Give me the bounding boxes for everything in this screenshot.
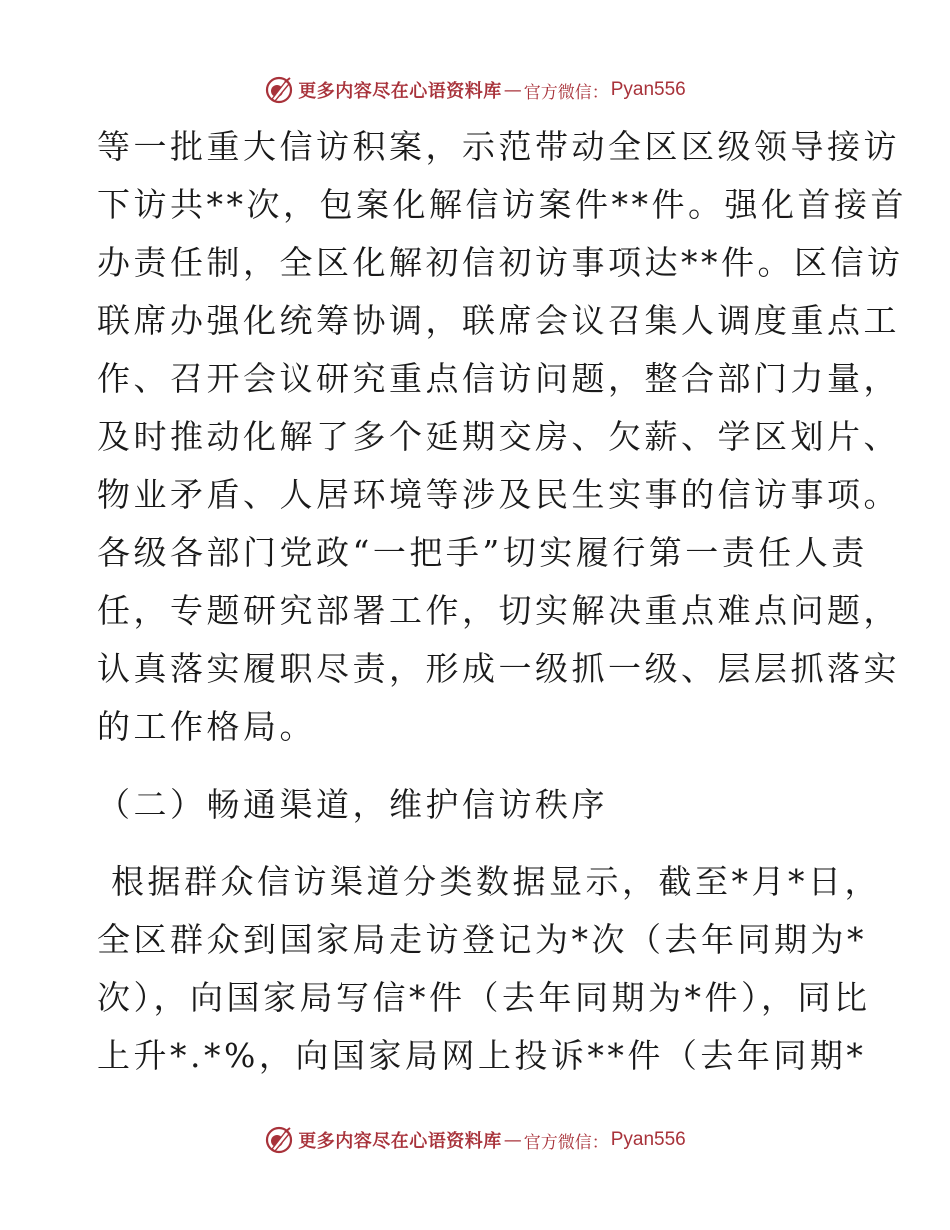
watermark-footer — [0, 1122, 950, 1158]
quill-logo-icon — [264, 75, 294, 105]
watermark-subtitle: 官方微信： — [523, 82, 609, 103]
text-line: 办责任制，全区化解初信初访事项达**件。区信访 — [97, 243, 904, 282]
section-heading: （二）畅通渠道，维护信访秩序 — [97, 785, 608, 824]
text-line: 根据群众信访渠道分类数据显示，截至*月*日， — [97, 862, 881, 901]
text-line: 作、召开会议研究重点信访问题，整合部门力量， — [97, 359, 900, 398]
quill-logo-icon — [264, 1125, 294, 1155]
text-line: 上升*.*%，向国家局网上投诉**件（去年同期* — [97, 1036, 867, 1075]
watermark-wechat-id: Pyan556 — [610, 79, 686, 100]
text-line: 及时推动化解了多个延期交房、欠薪、学区划片、 — [97, 417, 900, 456]
paragraph-1 — [97, 118, 907, 756]
text-line: 物业矛盾、人居环境等涉及民生实事的信访事项。 — [97, 475, 900, 514]
watermark-title: 更多内容尽在心语资料库 — [298, 81, 502, 102]
text-line: 次），向国家局写信*件（去年同期为*件），同比 — [97, 978, 871, 1017]
paragraph-2 — [97, 853, 881, 1085]
text-line: 联席办强化统筹协调，联席会议召集人调度重点工 — [97, 301, 900, 340]
watermark-separator: — — [503, 79, 522, 101]
text-line: 等一批重大信访积案，示范带动全区区级领导接访 — [97, 127, 900, 166]
watermark-subtitle: 官方微信： — [523, 1132, 609, 1153]
text-line: 下访共**次，包案化解信访案件**件。强化首接首 — [97, 185, 907, 224]
watermark-title: 更多内容尽在心语资料库 — [298, 1131, 502, 1152]
text-line: 的工作格局。 — [97, 707, 316, 746]
text-line: 各级各部门党政“一把手”切实履行第一责任人责 — [97, 533, 868, 572]
text-line: 认真落实履职尽责，形成一级抓一级、层层抓落实 — [97, 649, 900, 688]
watermark-separator: — — [503, 1129, 522, 1151]
watermark-wechat-id: Pyan556 — [610, 1129, 686, 1150]
text-line: 全区群众到国家局走访登记为*次（去年同期为* — [97, 920, 867, 959]
watermark-header — [0, 72, 950, 108]
text-line: 任，专题研究部署工作，切实解决重点难点问题， — [97, 591, 900, 630]
